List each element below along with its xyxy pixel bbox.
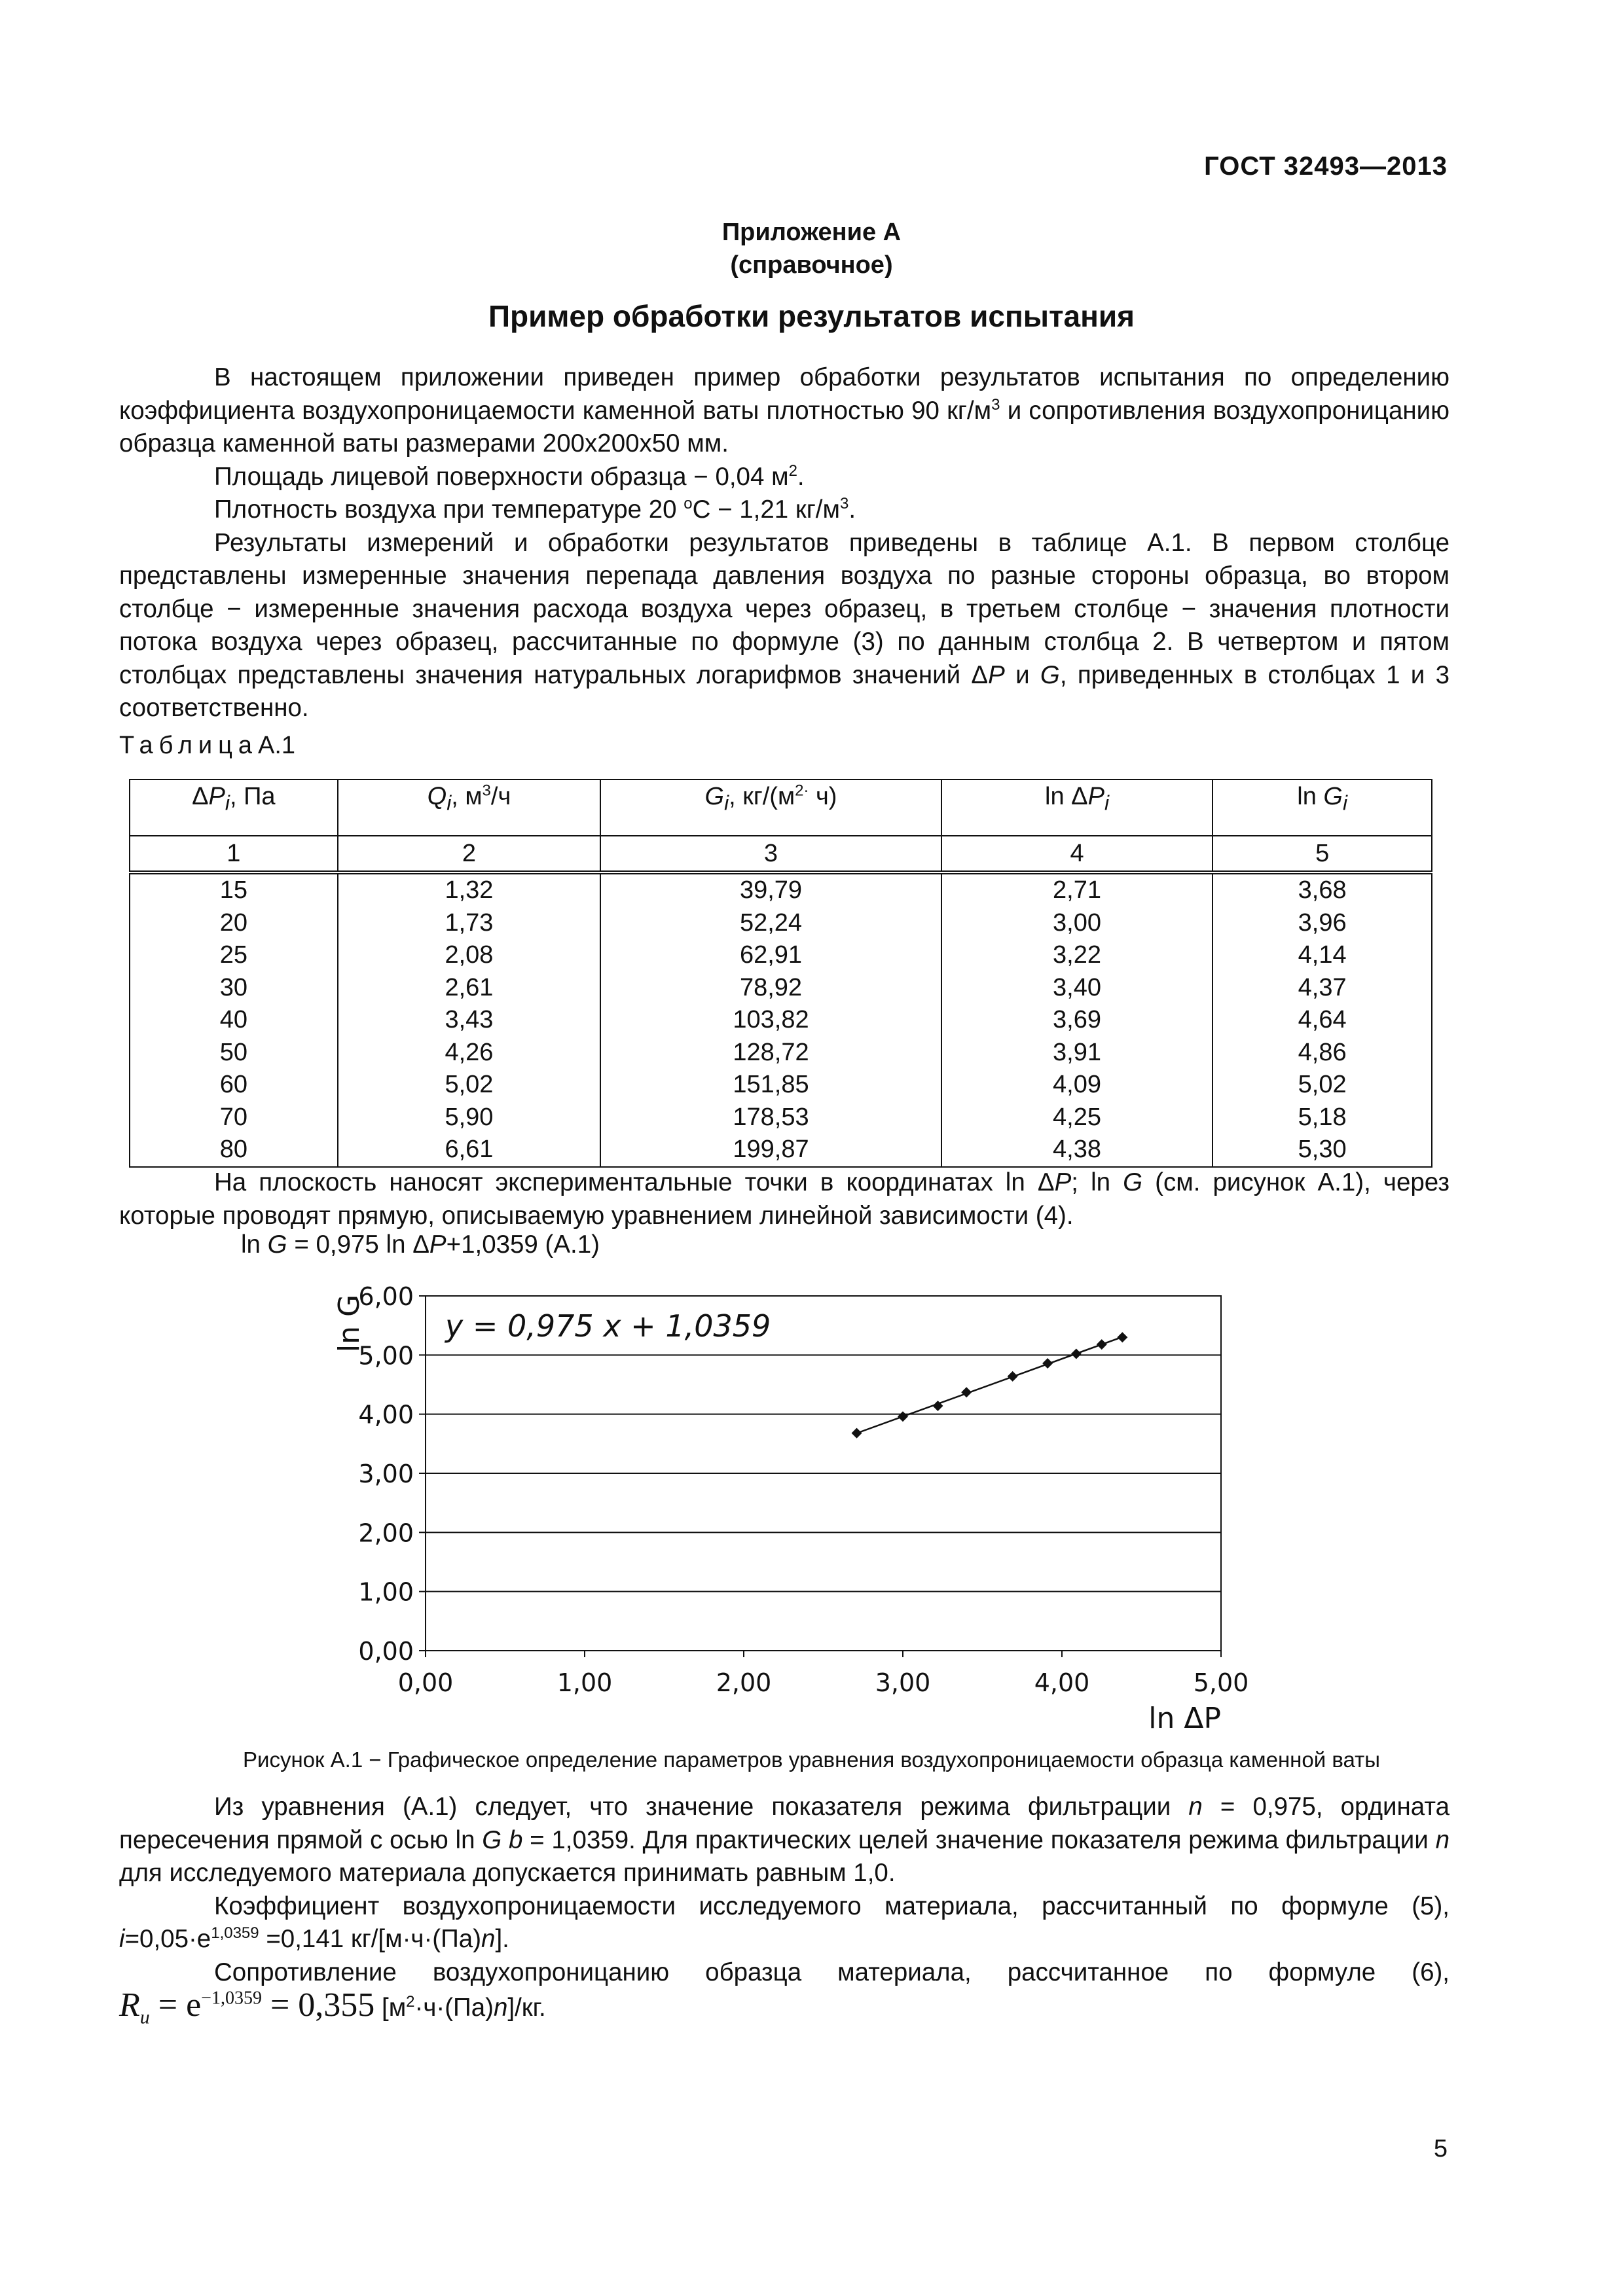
table-cell: 40 [130, 1004, 338, 1037]
figure-caption: Рисунок А.1 − Графическое определение параметров уравнения воздухопроницаемости образца каменной ваты [243, 1748, 1380, 1772]
table-cell: 20 [130, 907, 338, 940]
table-cell: 4,86 [1213, 1037, 1432, 1069]
table-cell: 4,37 [1213, 972, 1432, 1005]
table-row [130, 939, 1432, 972]
table-cell: 2,08 [338, 939, 601, 972]
table-cell: 3,96 [1213, 907, 1432, 940]
x-tick-label: 5,00 [1193, 1668, 1249, 1697]
conclusion-paragraph-3: Сопротивление воздухопроницанию образца материала, рассчитанное по формуле (6), [214, 1958, 1450, 1986]
table-cell: 199,87 [600, 1134, 941, 1167]
intro-text [119, 361, 1450, 725]
table-cell: 1,32 [338, 872, 601, 907]
column-number: 2 [338, 836, 601, 872]
table-cell: 1,73 [338, 907, 601, 940]
table-cell: 4,26 [338, 1037, 601, 1069]
table-cell: 4,64 [1213, 1004, 1432, 1037]
y-tick-label: 3,00 [358, 1460, 414, 1488]
table-header-cell: $Q_i$, $м^3/ч$ [338, 780, 601, 836]
column-number: 5 [1213, 836, 1432, 872]
appendix-line1: Приложение А [721, 219, 902, 246]
x-axis-label: ln ΔP [1148, 1702, 1221, 1734]
intro-paragraph-4: Результаты измерений и обработки результатов приведены в таблице А.1. В первом столбце представлены измеренные значения перепада давления воздуха по разные стороны образца, во втором столбце − измеренные значения расхода воздуха через образец, в третьем столбце − значения плотности потока воздуха через образец, рассчитанные по формуле (3) по данным столбца 2. В четвертом и пятом столбцах представлены значения натуральных логарифмов значений ΔP и G, приведенных в столбцах 1 и 3 соответственно. [119, 528, 1450, 722]
resistance-formula: $R_u = e^{-1,0359} = 0,355$ [119, 1986, 375, 2028]
x-tick-label: 4,00 [1034, 1668, 1090, 1697]
table-row [130, 1134, 1432, 1167]
table-cell: 151,85 [600, 1069, 941, 1102]
table-cell: 4,14 [1213, 939, 1432, 972]
table-caption [119, 732, 295, 760]
table-cell: 25 [130, 939, 338, 972]
table-cell: 15 [130, 872, 338, 907]
column-number: 1 [130, 836, 338, 872]
table-cell: 128,72 [600, 1037, 941, 1069]
table-cell: 3,69 [941, 1004, 1213, 1037]
x-tick-label: 3,00 [875, 1668, 931, 1697]
table-cell: 103,82 [600, 1004, 941, 1037]
y-tick-label: 0,00 [358, 1637, 414, 1666]
table-cell: 2,61 [338, 972, 601, 1005]
table-row [130, 872, 1432, 907]
x-tick-label: 1,00 [556, 1668, 613, 1697]
table-cell: 39,79 [600, 872, 941, 907]
x-tick-label: 0,00 [397, 1668, 454, 1697]
x-tick-label: 2,00 [716, 1668, 772, 1697]
y-axis-label: ln G [333, 1294, 366, 1353]
table-cell: 3,68 [1213, 872, 1432, 907]
intro-paragraph-2: Площадь лицевой поверхности образца − 0,04 $м^2$. [214, 461, 805, 491]
resistance-formula-line: $R_u = e^{-1,0359} = 0,355$ $[м^2\cdot ч\cdot(Па)n]/кг$. [119, 1986, 546, 2028]
table-cell: 60 [130, 1069, 338, 1102]
table-cell: 3,91 [941, 1037, 1213, 1069]
table-cell: 3,43 [338, 1004, 601, 1037]
column-number: 3 [600, 836, 941, 872]
table-cell: 4,25 [941, 1102, 1213, 1134]
table-row [130, 1069, 1432, 1102]
table-cell: 50 [130, 1037, 338, 1069]
table-cell: 52,24 [600, 907, 941, 940]
table-column-numbers-row [130, 836, 1432, 872]
table-header-cell: $G_i$, $кг/(м^{2\cdot}$ ч) [600, 780, 941, 836]
trendline-equation: y = 0,975 x + 1,0359 [445, 1308, 771, 1344]
table-cell: 5,30 [1213, 1134, 1432, 1167]
table-cell: 78,92 [600, 972, 941, 1005]
table-cell: 70 [130, 1102, 338, 1134]
table-cell: 3,40 [941, 972, 1213, 1005]
table-cell: 6,61 [338, 1134, 601, 1167]
appendix-heading [0, 216, 1623, 281]
y-tick-label: 1,00 [358, 1577, 414, 1607]
table-cell: 80 [130, 1134, 338, 1167]
intro-paragraph-1: В настоящем приложении приведен пример обработки результатов испытания по определению коэффициента воздухопроницаемости каменной ваты плотностью 90 $кг/м^3$ и сопротивления воздухопроницанию образца каменной ваты размерами 200х200х50 мм. [119, 363, 1450, 457]
table-caption-word: Таблица [119, 732, 258, 759]
table-cell: 3,00 [941, 907, 1213, 940]
table-cell: 2,71 [941, 872, 1213, 907]
table-cell: 30 [130, 972, 338, 1005]
table-row [130, 1037, 1432, 1069]
table-header-cell: $\ln G_i$ [1213, 780, 1432, 836]
page-title: Пример обработки результатов испытания [488, 299, 1135, 333]
table-body [130, 872, 1432, 1167]
table-row [130, 907, 1432, 940]
after-table-paragraph: На плоскость наносят экспериментальные точки в координатах ln ΔP; ln G (см. рисунок А.1), через которые проводят прямую, описываемую уравнением линейной зависимости (4). [119, 1168, 1450, 1230]
table-caption-number: А.1 [258, 732, 296, 759]
conclusion-paragraph-1: Из уравнения (А.1) следует, что значение показателя режима фильтрации n = 0,975, ордината пересечения прямой с осью ln G b = 1,0359. Для практических целей значение показателя режима фильтрации n для исследуемого материала допускается принимать равным 1,0. [119, 1793, 1450, 1887]
table-cell: 5,02 [338, 1069, 601, 1102]
intro-paragraph-3: Плотность воздуха при температуре 20 $^о$С − 1,21 $кг/м^3$. [214, 495, 856, 524]
conclusions-text [119, 1791, 1450, 2034]
results-table [129, 779, 1432, 1168]
figure-a1-chart [321, 1276, 1277, 1734]
table-cell: 5,02 [1213, 1069, 1432, 1102]
table-cell: 62,91 [600, 939, 941, 972]
y-tick-label: 5,00 [358, 1341, 414, 1371]
table-header-row [130, 780, 1432, 836]
table-cell: 4,09 [941, 1069, 1213, 1102]
after-table-text [119, 1166, 1450, 1232]
column-number: 4 [941, 836, 1213, 872]
y-tick-label: 6,00 [358, 1282, 414, 1311]
appendix-line2: (справочное) [730, 251, 893, 279]
y-tick-label: 2,00 [358, 1518, 414, 1548]
conclusion-paragraph-2: Коэффициент воздухопроницаемости исследуемого материала, рассчитанный по формуле (5), $i=0,05\cdot е^{1,0359} =0,141$ кг/[м·ч·(Па)n]. [119, 1892, 1450, 1953]
table-row [130, 1004, 1432, 1037]
table-header-cell: $\ln \Delta P_i$ [941, 780, 1213, 836]
standard-number: ГОСТ 32493—2013 [1204, 152, 1448, 181]
table-cell: 3,22 [941, 939, 1213, 972]
table-row [130, 1102, 1432, 1134]
table-header-cell: $\Delta P_i$, Па [130, 780, 338, 836]
table-cell: 178,53 [600, 1102, 941, 1134]
table-cell: 5,90 [338, 1102, 601, 1134]
page-number: 5 [1433, 2135, 1448, 2162]
table-cell: 5,18 [1213, 1102, 1432, 1134]
table-row [130, 972, 1432, 1005]
table-cell: 4,38 [941, 1134, 1213, 1167]
equation-a1: ln G = 0,975 ln ΔP+1,0359 (А.1) [241, 1230, 600, 1259]
y-tick-label: 4,00 [358, 1400, 414, 1429]
